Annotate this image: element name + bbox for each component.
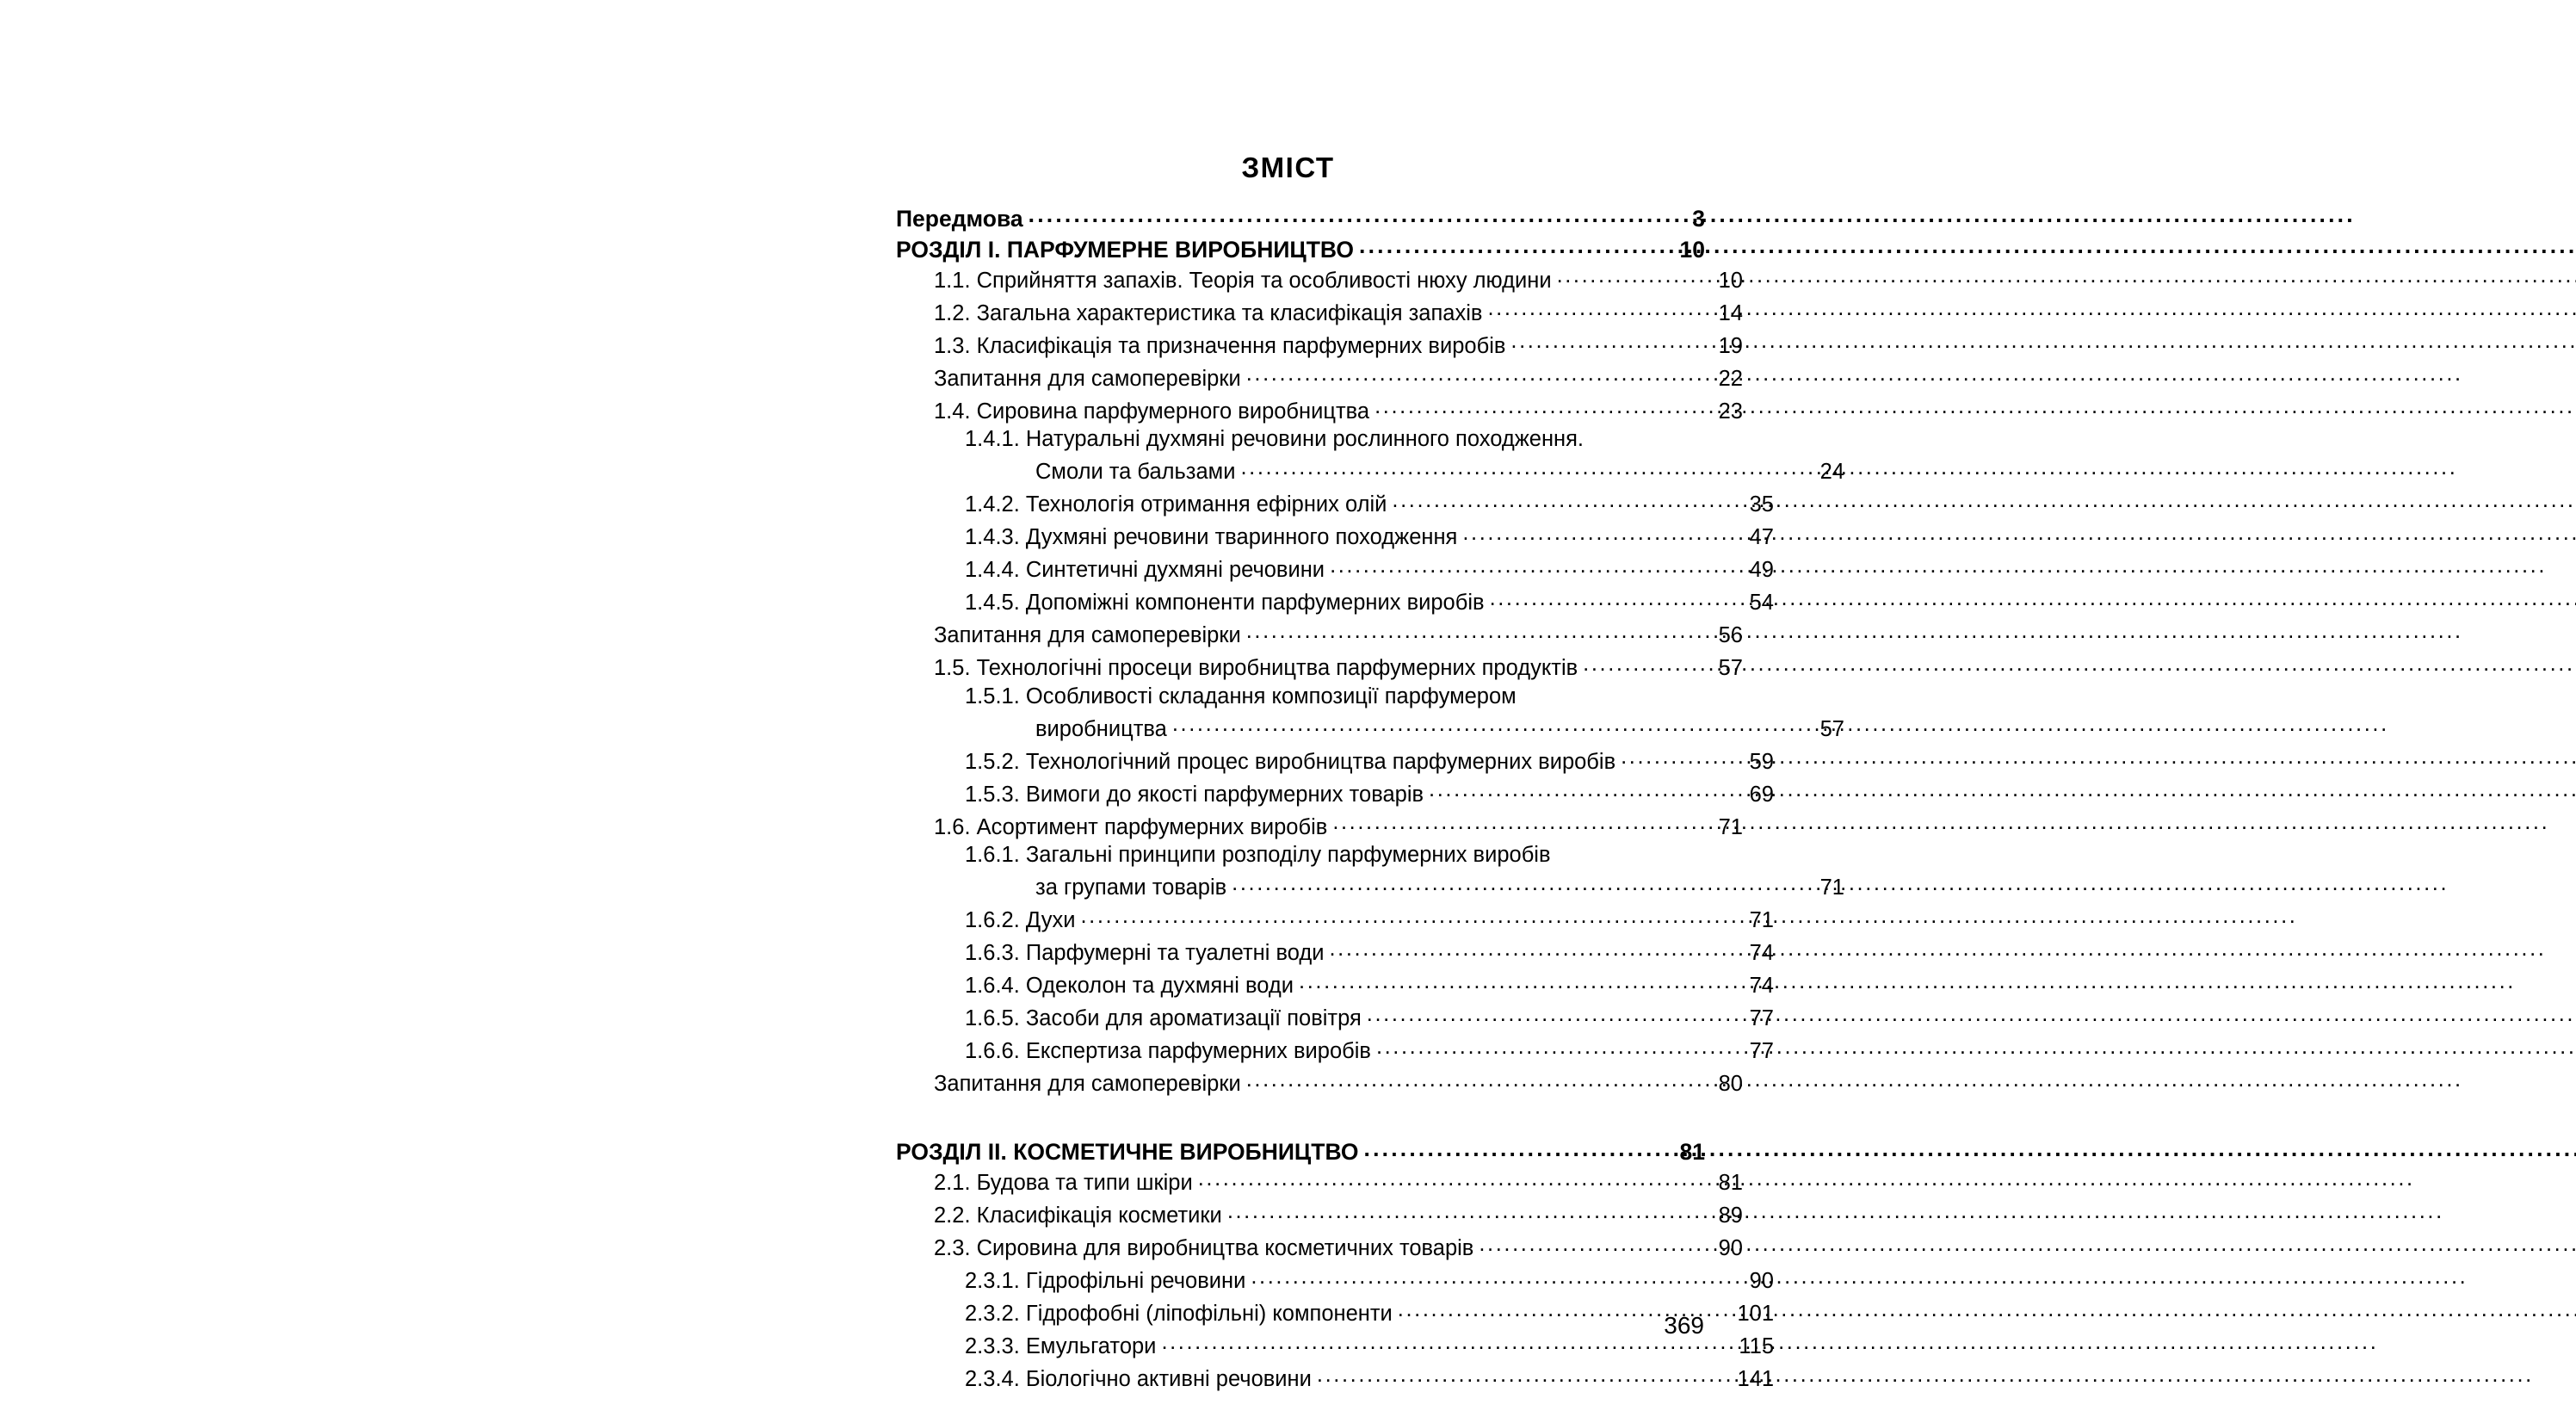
toc-entry[interactable]	[896, 845, 1774, 867]
toc-leader-dots	[1479, 1234, 1705, 1256]
toc-entry[interactable]	[896, 1364, 1774, 1391]
toc-entry[interactable]	[896, 331, 1743, 357]
toc-leader-dots	[1317, 1364, 1733, 1387]
toc-entry[interactable]	[896, 234, 1705, 261]
toc-entry-label: 1.5. Технологічні просеци виробництва парфумерних продуктів	[934, 656, 1578, 680]
toc-entry-label: 1.5.2. Технологічний процес виробництва парфумерних виробів	[965, 749, 1616, 774]
toc-leader-dots	[1392, 490, 1736, 512]
toc-entry[interactable]	[896, 906, 1774, 932]
toc-leader-dots	[1462, 523, 1736, 545]
toc-leader-dots	[1487, 298, 1705, 320]
toc-entry-page-number: 10	[1679, 236, 1705, 263]
toc-entry-label: Смоли та бальзами	[1035, 460, 1236, 484]
toc-entry-page-number: 141	[1737, 1367, 1774, 1391]
toc-leader-dots	[1227, 1201, 1705, 1223]
toc-entry[interactable]	[896, 523, 1774, 549]
toc-leader-dots	[1490, 588, 1736, 610]
toc-entry-page-number: 59	[1749, 749, 1774, 774]
toc-entry-page-number: 56	[1718, 623, 1743, 647]
toc-entry-page-number: 74	[1749, 974, 1774, 998]
toc-entry-page-number: 74	[1749, 941, 1774, 965]
toc-leader-dots	[1621, 746, 1736, 769]
toc-entry-label: 1.1. Сприйняття запахів. Теорія та особливості нюху людини	[934, 268, 1552, 293]
toc-entry[interactable]	[896, 588, 1774, 615]
toc-entry[interactable]	[896, 621, 1743, 647]
toc-entry-page-number: 23	[1718, 399, 1743, 424]
toc-entry-label: РОЗДІЛ ІІ. КОСМЕТИЧНЕ ВИРОБНИЦТВО	[896, 1139, 1359, 1165]
toc-entry-label: Запитання для самоперевірки	[934, 366, 1241, 391]
toc-leader-dots	[1232, 873, 1807, 895]
toc-entry-page-number: 115	[1739, 1334, 1774, 1358]
toc-entry-label: 1.3. Класифікація та призначення парфумерних виробів	[934, 333, 1506, 358]
toc-entry[interactable]	[896, 971, 1774, 998]
toc-entry-label: 2.3.1. Гідрофільні речовини	[965, 1269, 1246, 1293]
toc-entry-page-number: 81	[1718, 1171, 1743, 1195]
toc-entry[interactable]	[896, 812, 1743, 838]
toc-entry-page-number: 47	[1749, 525, 1774, 549]
toc-entry-page-number: 101	[1737, 1302, 1774, 1326]
toc-entry-label: Запитання для самоперевірки	[934, 623, 1241, 647]
toc-entry-label: 2.3.4. Біологічно активні речовини	[965, 1367, 1312, 1391]
toc-entry-label: 1.6.6. Експертиза парфумерних виробів	[965, 1039, 1371, 1063]
toc-entry[interactable]	[896, 1069, 1743, 1096]
toc-entry-label: 1.6.5. Засоби для ароматизації повітря	[965, 1006, 1362, 1030]
toc-entry-page-number: 57	[1718, 656, 1743, 680]
toc-leader-dots	[1029, 203, 1664, 226]
footer-page-number: 369	[1664, 1312, 1704, 1339]
toc-entry-page-number: 14	[1718, 300, 1743, 325]
toc-entry[interactable]	[896, 779, 1774, 806]
toc-entry-label: 1.4.5. Допоміжні компоненти парфумерних виробів	[965, 591, 1485, 615]
toc-entry-page-number: 3	[1692, 205, 1705, 232]
toc-entry-page-number: 89	[1718, 1203, 1743, 1228]
toc-entry-label: 1.4.3. Духмяні речовини тваринного походження	[965, 525, 1458, 549]
toc-entry[interactable]	[896, 298, 1743, 325]
toc-leader-dots	[1364, 1137, 1664, 1160]
toc-leader-dots	[1330, 555, 1736, 578]
toc-entry-page-number: 54	[1749, 591, 1774, 615]
toc-leader-dots	[1299, 971, 1736, 993]
toc-entry-label: Передмова	[896, 205, 1023, 232]
toc-entry[interactable]	[896, 429, 1774, 451]
toc-leader-dots	[1251, 1266, 1736, 1289]
toc-entry-label: 2.3.3. Емульгатори	[965, 1334, 1157, 1358]
toc-entry-label: 1.4.4. Синтетичні духмяні речовини	[965, 558, 1325, 582]
toc-entry-page-number: 81	[1679, 1139, 1705, 1165]
toc-entry-label: 1.6.3. Парфумерні та туалетні води	[965, 941, 1325, 965]
toc-entry-label: 2.2. Класифікація косметики	[934, 1203, 1222, 1228]
toc-entry-label: 2.3.2. Гідрофобні (ліпофільні) компоненти	[965, 1302, 1393, 1326]
toc-entry-label: 1.6.1. Загальні принципи розподілу парфумерних виробів	[965, 843, 1551, 867]
toc-leader-dots	[1376, 1036, 1736, 1059]
toc-entry-page-number: 71	[1718, 814, 1743, 839]
toc-entry-page-number: 69	[1749, 782, 1774, 807]
toc-entry-page-number: 71	[1819, 875, 1844, 900]
table-of-contents-list	[896, 203, 1844, 1397]
toc-entry-label: 2.1. Будова та типи шкіри	[934, 1171, 1193, 1195]
toc-leader-dots	[1240, 457, 1807, 479]
toc-entry[interactable]	[896, 1234, 1743, 1260]
toc-entry[interactable]	[896, 686, 1774, 708]
toc-leader-dots	[1080, 906, 1736, 928]
toc-entry-page-number: 77	[1749, 1039, 1774, 1063]
toc-leader-dots	[1246, 621, 1705, 643]
toc-entry-label: 2.3. Сировина для виробництва косметичних товарів	[934, 1236, 1474, 1260]
toc-entry[interactable]	[896, 938, 1774, 965]
toc-leader-dots	[1246, 1069, 1705, 1092]
toc-entry-page-number: 90	[1718, 1236, 1743, 1260]
toc-leader-dots	[1332, 812, 1705, 834]
toc-entry-label: 1.4.1. Натуральні духмяні речовини рослинного походження.	[965, 427, 1585, 451]
toc-entry[interactable]	[896, 1266, 1774, 1293]
toc-entry-label: 1.5.1. Особливості складання композиції парфумером	[965, 684, 1517, 708]
toc-entry[interactable]	[896, 203, 1705, 230]
document-page	[786, 0, 1844, 1423]
toc-entry-page-number: 22	[1718, 366, 1743, 391]
toc-entry-label: 1.4. Сировина парфумерного виробництва	[934, 399, 1370, 424]
toc-leader-dots	[1246, 363, 1705, 386]
toc-entry-page-number: 80	[1718, 1072, 1743, 1096]
toc-entry-label: Запитання для самоперевірки	[934, 1072, 1241, 1096]
toc-entry[interactable]	[896, 714, 1844, 740]
toc-leader-dots	[1329, 938, 1736, 961]
toc-entry-label: за групами товарів	[1035, 875, 1227, 900]
page-title: ЗМІСТ	[1241, 152, 1335, 183]
toc-entry-page-number: 77	[1749, 1006, 1774, 1030]
toc-entry-label: 1.4.2. Технологія отримання ефірних олій	[965, 492, 1387, 517]
toc-leader-dots	[1359, 234, 1664, 257]
toc-entry-label: виробництва	[1035, 716, 1167, 741]
toc-entry[interactable]	[896, 1168, 1743, 1195]
toc-entry[interactable]	[896, 1137, 1705, 1164]
toc-leader-dots	[1374, 396, 1705, 418]
toc-entry[interactable]	[896, 746, 1774, 773]
toc-entry-page-number: 57	[1819, 716, 1844, 741]
toc-entry[interactable]	[896, 363, 1743, 390]
toc-entry[interactable]	[896, 490, 1774, 517]
toc-entry-page-number: 49	[1749, 558, 1774, 582]
toc-leader-dots	[1367, 1004, 1736, 1026]
toc-entry-page-number: 35	[1749, 492, 1774, 517]
toc-entry-page-number: 90	[1749, 1269, 1774, 1293]
toc-entry-page-number: 19	[1718, 333, 1743, 358]
toc-entry[interactable]	[896, 1004, 1774, 1030]
toc-entry[interactable]	[896, 873, 1844, 900]
toc-entry[interactable]	[896, 457, 1844, 484]
toc-entry-label: 1.2. Загальна характеристика та класифікація запахів	[934, 300, 1483, 325]
toc-leader-dots	[1198, 1168, 1705, 1191]
toc-entry-label: 1.6.2. Духи	[965, 908, 1076, 932]
toc-entry-label: 1.6. Асортимент парфумерних виробів	[934, 814, 1328, 839]
toc-entry-page-number: 24	[1819, 460, 1844, 484]
toc-leader-dots	[1510, 331, 1705, 353]
toc-entry[interactable]	[896, 396, 1743, 423]
toc-entry[interactable]	[896, 265, 1743, 292]
toc-entry-page-number: 10	[1718, 268, 1743, 293]
toc-entry[interactable]	[896, 1036, 1774, 1063]
toc-entry[interactable]	[896, 653, 1743, 680]
toc-leader-dots	[1172, 714, 1807, 736]
toc-leader-dots	[1429, 779, 1736, 801]
toc-leader-dots	[1583, 653, 1705, 676]
toc-entry-label: 1.5.3. Вимоги до якості парфумерних товарів	[965, 782, 1424, 807]
toc-entry-page-number: 71	[1749, 908, 1774, 932]
toc-leader-dots	[1557, 265, 1705, 288]
toc-entry[interactable]	[896, 555, 1774, 582]
toc-entry-label: РОЗДІЛ І. ПАРФУМЕРНЕ ВИРОБНИЦТВО	[896, 236, 1355, 263]
toc-entry[interactable]	[896, 1201, 1743, 1228]
toc-entry-label: 1.6.4. Одеколон та духмяні води	[965, 974, 1294, 998]
